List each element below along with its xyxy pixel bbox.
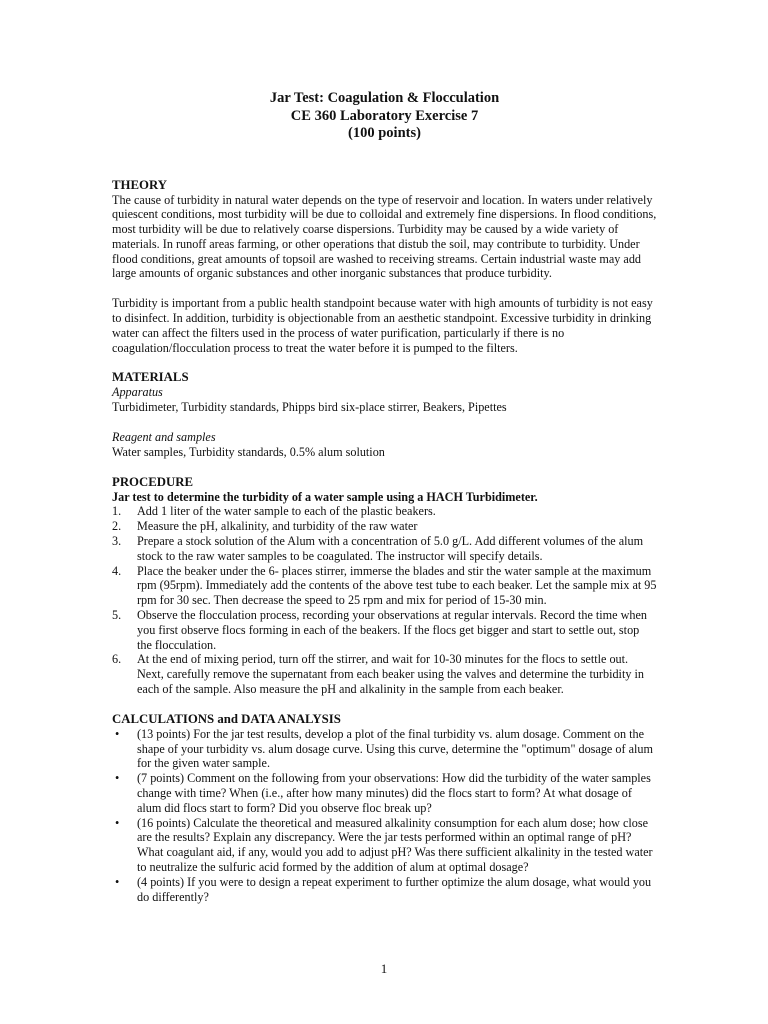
calculations-list [112, 727, 657, 905]
theory-heading: THEORY [112, 177, 168, 192]
procedure-heading: PROCEDURE [112, 474, 194, 489]
materials-heading: MATERIALS [112, 370, 189, 385]
step-number: 5. [112, 608, 122, 623]
bullet-icon: • [115, 771, 120, 786]
step-text: Place the beaker under the 6- places stirrer, immerse the blades and stir the water sample at the maximum rpm (95rpm). Immediately add the contents of the above test tube to each beaker. Let the sample mix at 95 rpm for 30 sec. Then decrease the speed to 25 rpm and mix for period of 15-30 min. [137, 563, 657, 608]
procedure-step [112, 519, 657, 534]
theory-section [112, 178, 657, 356]
title-line-3: (100 points) [348, 125, 421, 141]
title-line-1: Jar Test: Coagulation & Flocculation [269, 90, 500, 106]
step-number: 2. [112, 519, 122, 534]
procedure-step [112, 504, 657, 519]
reagent-text: Water samples, Turbidity standards, 0.5% alum solution [112, 444, 385, 459]
calculation-text: (7 points) Comment on the following from your observations: How did the turbidity of the water samples change with time? When (i.e., after how many minutes) did the flocs start to form? At what dosage of alum did flocs start to form? Did you observe floc break up? [137, 771, 651, 815]
document-title [112, 90, 657, 143]
bullet-icon: • [115, 726, 120, 741]
step-number: 1. [112, 504, 122, 519]
step-text: Measure the pH, alkalinity, and turbidity of the raw water [137, 519, 418, 534]
theory-paragraph-1: The cause of turbidity in natural water depends on the type of reservoir and location. In waters under relatively quiescent conditions, most turbidity will be due to colloidal and extremely fine dispersions. In flood conditions, most turbidity will be due to relatively coarse dispersions. Turbidity may be caused by a wide variety of materials. In runoff areas farming, or other operations that distub the soil, may contribute to turbidity. Under flood conditions, great amounts of topsoil are washed to receiving streams. Certain industrial waste may add large amounts of organic substances and other inorganic substances that produce turbidity. [112, 192, 657, 281]
step-number: 3. [112, 534, 122, 549]
calculation-item [112, 771, 657, 815]
procedure-section [112, 475, 657, 697]
calculation-text: (16 points) Calculate the theoretical and measured alkalinity consumption for each alum dose; how close are the results? Explain any discrepancy. Were the jar tests performed within an optimal range of pH? What coagulant aid, if any, would you add to adjust pH? Was there sufficient alkalinity in the tested water to neutralize the sulfuric acid formed by the addition of alum at optimal dosage? [137, 815, 653, 874]
reagent-label: Reagent and samples [112, 430, 216, 445]
title-line-2: CE 360 Laboratory Exercise 7 [290, 107, 479, 124]
step-text: Add 1 liter of the water sample to each of the plastic beakers. [137, 504, 436, 519]
document-page [112, 90, 657, 919]
procedure-step [112, 534, 657, 564]
step-number: 6. [112, 652, 122, 667]
calculation-text: (13 points) For the jar test results, develop a plot of the final turbidity vs. alum dosage. Comment on the shape of your turbidity vs. alum dosage curve. Using this curve, determine the "optimum" dosage of alum for the given water sample. [137, 726, 653, 771]
bullet-icon: • [115, 874, 120, 889]
step-text: At the end of mixing period, turn off the stirrer, and wait for 10-30 minutes for the flocs to settle out. Next, carefully remove the supernatant from each beaker using the valves and determine the turbidity in each of the sample. Also measure the pH and alkalinity in the sample from each beaker. [137, 652, 644, 697]
procedure-step [112, 608, 657, 652]
calculation-item [112, 875, 657, 905]
page-number: 1 [380, 961, 388, 976]
procedure-step [112, 564, 657, 608]
calculation-item [112, 727, 657, 771]
step-text: Observe the flocculation process, recording your observations at regular intervals. Record the time when you first observe flocs forming in each of the beakers. If the flocs get bigger and start to settle out, stop the flocculation. [137, 608, 648, 652]
bullet-icon: • [115, 815, 120, 830]
procedure-steps [112, 504, 657, 696]
calculations-heading: CALCULATIONS and DATA ANALYSIS [112, 711, 341, 726]
procedure-subtitle: Jar test to determine the turbidity of a water sample using a HACH Turbidimeter. [112, 489, 538, 504]
step-text: Prepare a stock solution of the Alum with a concentration of 5.0 g/L. Add different volumes of the alum stock to the raw water samples to be coagulated. The instructor will specify details. [137, 534, 644, 563]
procedure-step [112, 652, 657, 696]
spacer [112, 415, 657, 430]
theory-paragraph-2: Turbidity is important from a public health standpoint because water with high amounts of turbidity is not easy to disinfect. In addition, turbidity is objectionable from an aesthetic standpoint. Excessive turbidity in drinking water can affect the filters used in the process of water purification, particularly if there is no coagulation/flocculation process to treat the water before it is pumped to the filters. [112, 296, 653, 355]
materials-section [112, 370, 657, 459]
step-number: 4. [112, 563, 122, 578]
calculation-item [112, 816, 657, 875]
calculation-text: (4 points) If you were to design a repeat experiment to further optimize the alum dosage, what would you do differently? [137, 874, 652, 904]
apparatus-label: Apparatus [112, 385, 163, 400]
calculations-section [112, 712, 657, 905]
apparatus-text: Turbidimeter, Turbidity standards, Phipps bird six-place stirrer, Beakers, Pipettes [112, 400, 507, 415]
